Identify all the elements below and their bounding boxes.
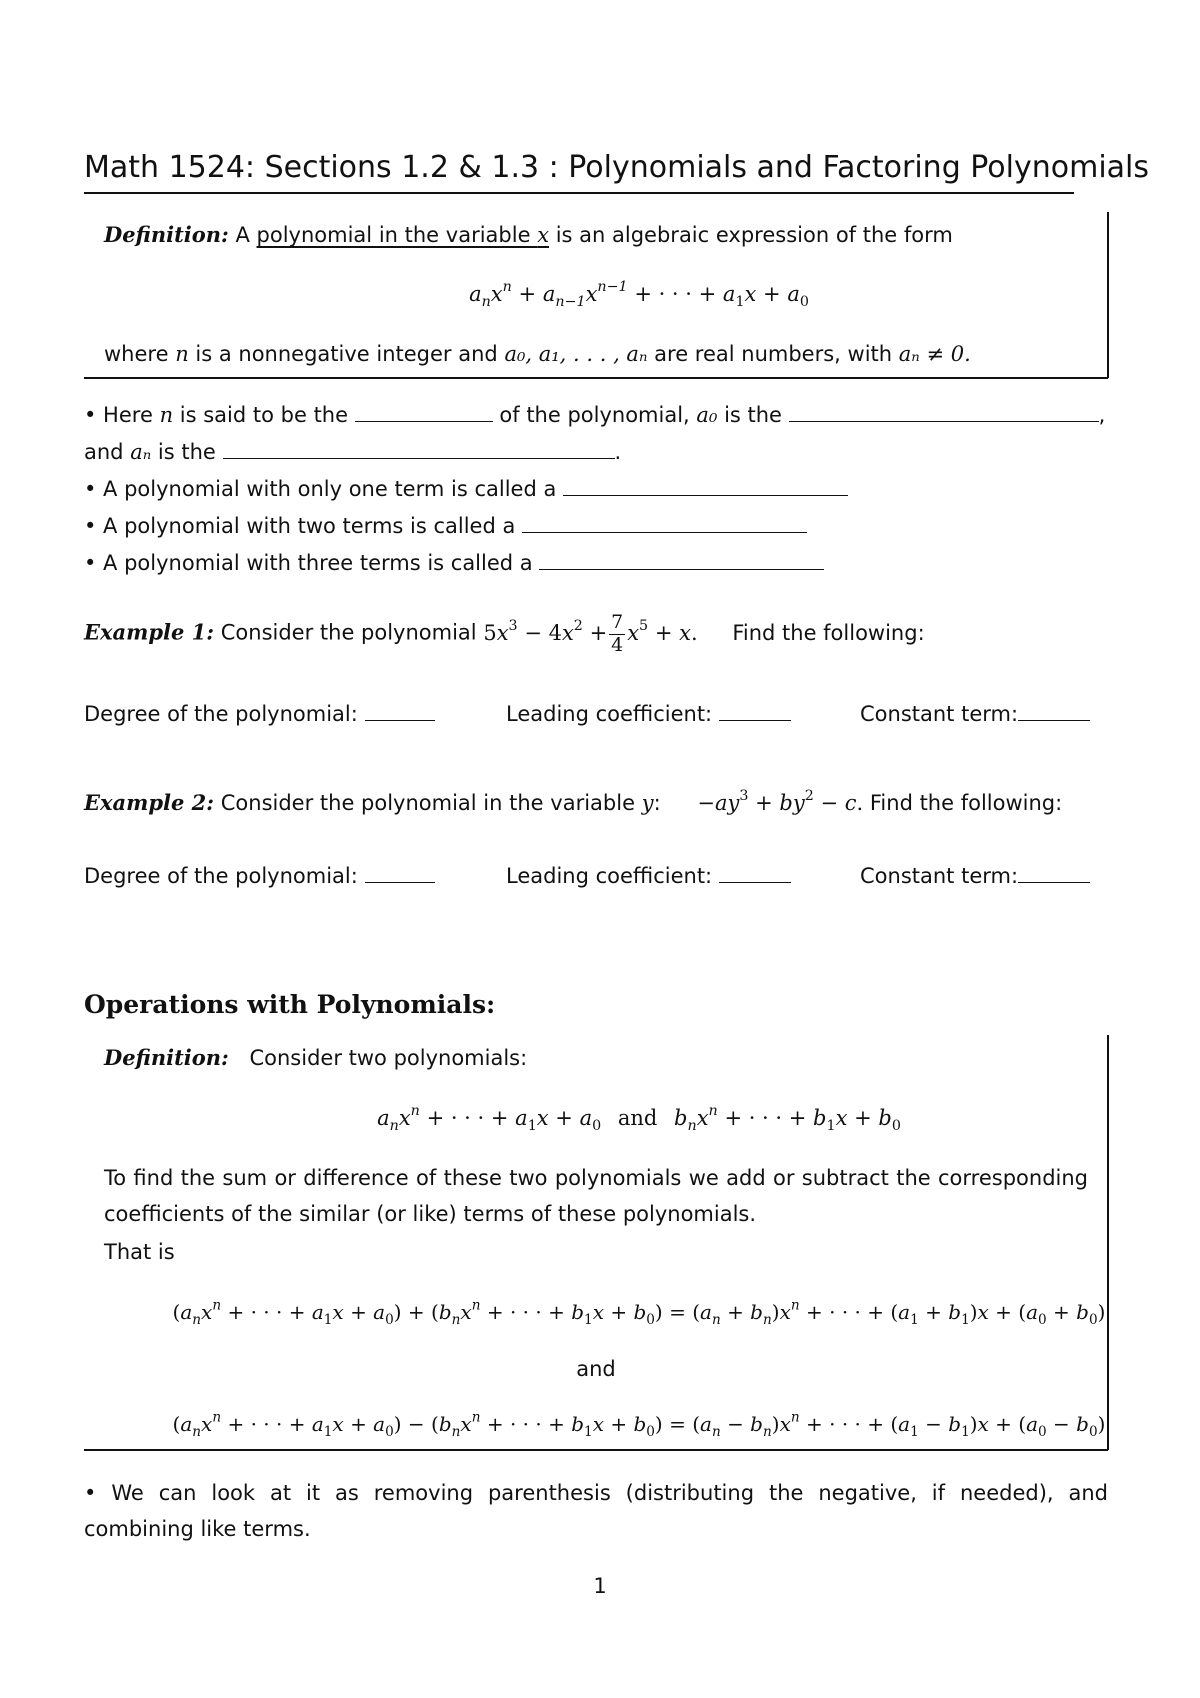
sum-formula: ($a_nx^n$ + · · · + $a_1x + a_0) + (b_nx^n$ + · · · + $b_1x + b_0) = (a_n + b_n)x^n$ + · · · + $(a_1 + b_1)x + (a_0 + b_0)$ [172,1297,1106,1328]
that-is: That is [104,1240,175,1264]
blank-binomial[interactable] [522,531,807,533]
blank-degree[interactable] [355,420,493,422]
definition-1-line [104,222,953,247]
ex1-leading: Leading coefficient: [506,702,791,726]
ex2-blank-degree[interactable] [365,881,435,883]
ex2-blank-constant[interactable] [1018,881,1090,883]
ex1-constant: Constant term: [860,702,1090,726]
blank-trinomial[interactable] [539,568,824,570]
blank-monomial[interactable] [563,494,848,496]
final-bullet: • We can look at it as removing parenthesis (distributing the negative, if needed), and combining like terms. [84,1481,1108,1541]
and-separator: and [576,1357,616,1381]
title-underline [84,192,1074,194]
bullet-trinomial: • A polynomial with three terms is called a [84,551,824,575]
ex1-blank-leading[interactable] [719,719,791,721]
defined-term: polynomial in the variable x [256,223,550,247]
ex2-degree: Degree of the polynomial: [84,864,435,888]
example-1-answers: Degree of the polynomial: [84,702,435,726]
section-heading: Operations with Polynomials: [84,990,496,1019]
blank-leading-coefficient[interactable] [223,457,615,459]
page-number: 1 [593,1574,607,1598]
bullet-monomial: • A polynomial with only one term is called a [84,477,848,501]
example-1-polynomial: $5x^3 - 4x^2$ + $\frac{7}{4}$ $x^5 + x$. [483,611,698,656]
ex1-blank-constant[interactable] [1018,719,1090,721]
definition-2-line: Definition: Consider two polynomials: [104,1045,528,1070]
definition-1-where: where n is a nonnegative integer and a₀, a₁, . . . , aₙ are real numbers, with aₙ ≠ 0. [104,342,971,366]
definition-heading: Definition: [104,222,229,247]
bullet-leading-line: and aₙ is the . [84,440,622,464]
bullet-degree-line: • Here n is said to be the of the polynomial, a₀ is the , [84,403,1106,427]
definition-a: A [235,223,250,247]
definition-2-box-right-border [1107,1035,1109,1450]
definition-2-box-bottom-border [84,1449,1108,1451]
blank-constant-term[interactable] [789,420,1099,422]
ex2-constant: Constant term: [860,864,1090,888]
polynomial-general-form: $a_nx^n + a_{n-1}x^{n-1}$ + · · · + $a_1x + a_0$ [469,279,809,310]
bullet-binomial: • A polynomial with two terms is called a [84,514,807,538]
definition-rest: is an algebraic expression of the form [555,223,953,247]
page-title: Math 1524: Sections 1.2 & 1.3 : Polynomials and Factoring Polynomials [84,150,1150,185]
two-polynomials: $a_nx^n$ + · · · + $a_1x + a_0$ and $b_nx^n$ + · · · + $b_1x + b_0$ [377,1103,901,1134]
definition-box-bottom-border [84,377,1108,379]
sum-difference-paragraph: To find the sum or difference of these two polynomials we add or subtract the corresponding coefficients of the similar (or like) terms of these polynomials. [104,1166,1088,1226]
difference-formula: ($a_nx^n$ + · · · + $a_1x + a_0) - (b_nx^n$ + · · · + $b_1x + b_0) = (a_n - b_n)x^n$ + · · · + $(a_1 - b_1)x + (a_0 - b_0)$ [172,1409,1106,1440]
example-1: Example 1: Consider the polynomial $5x^3 - 4x^2$ + $\frac{7}{4}$ $x^5 + x$. Find the following: [84,611,925,656]
example-2: Example 2: Consider the polynomial in the variable y: $-ay^3 + by^2 - c$. Find the following: [84,788,1063,815]
ex2-blank-leading[interactable] [719,881,791,883]
ex1-blank-degree[interactable] [365,719,435,721]
example-2-polynomial: $-ay^3 + by^2 - c$. [697,788,864,815]
ex2-leading: Leading coefficient: [506,864,791,888]
